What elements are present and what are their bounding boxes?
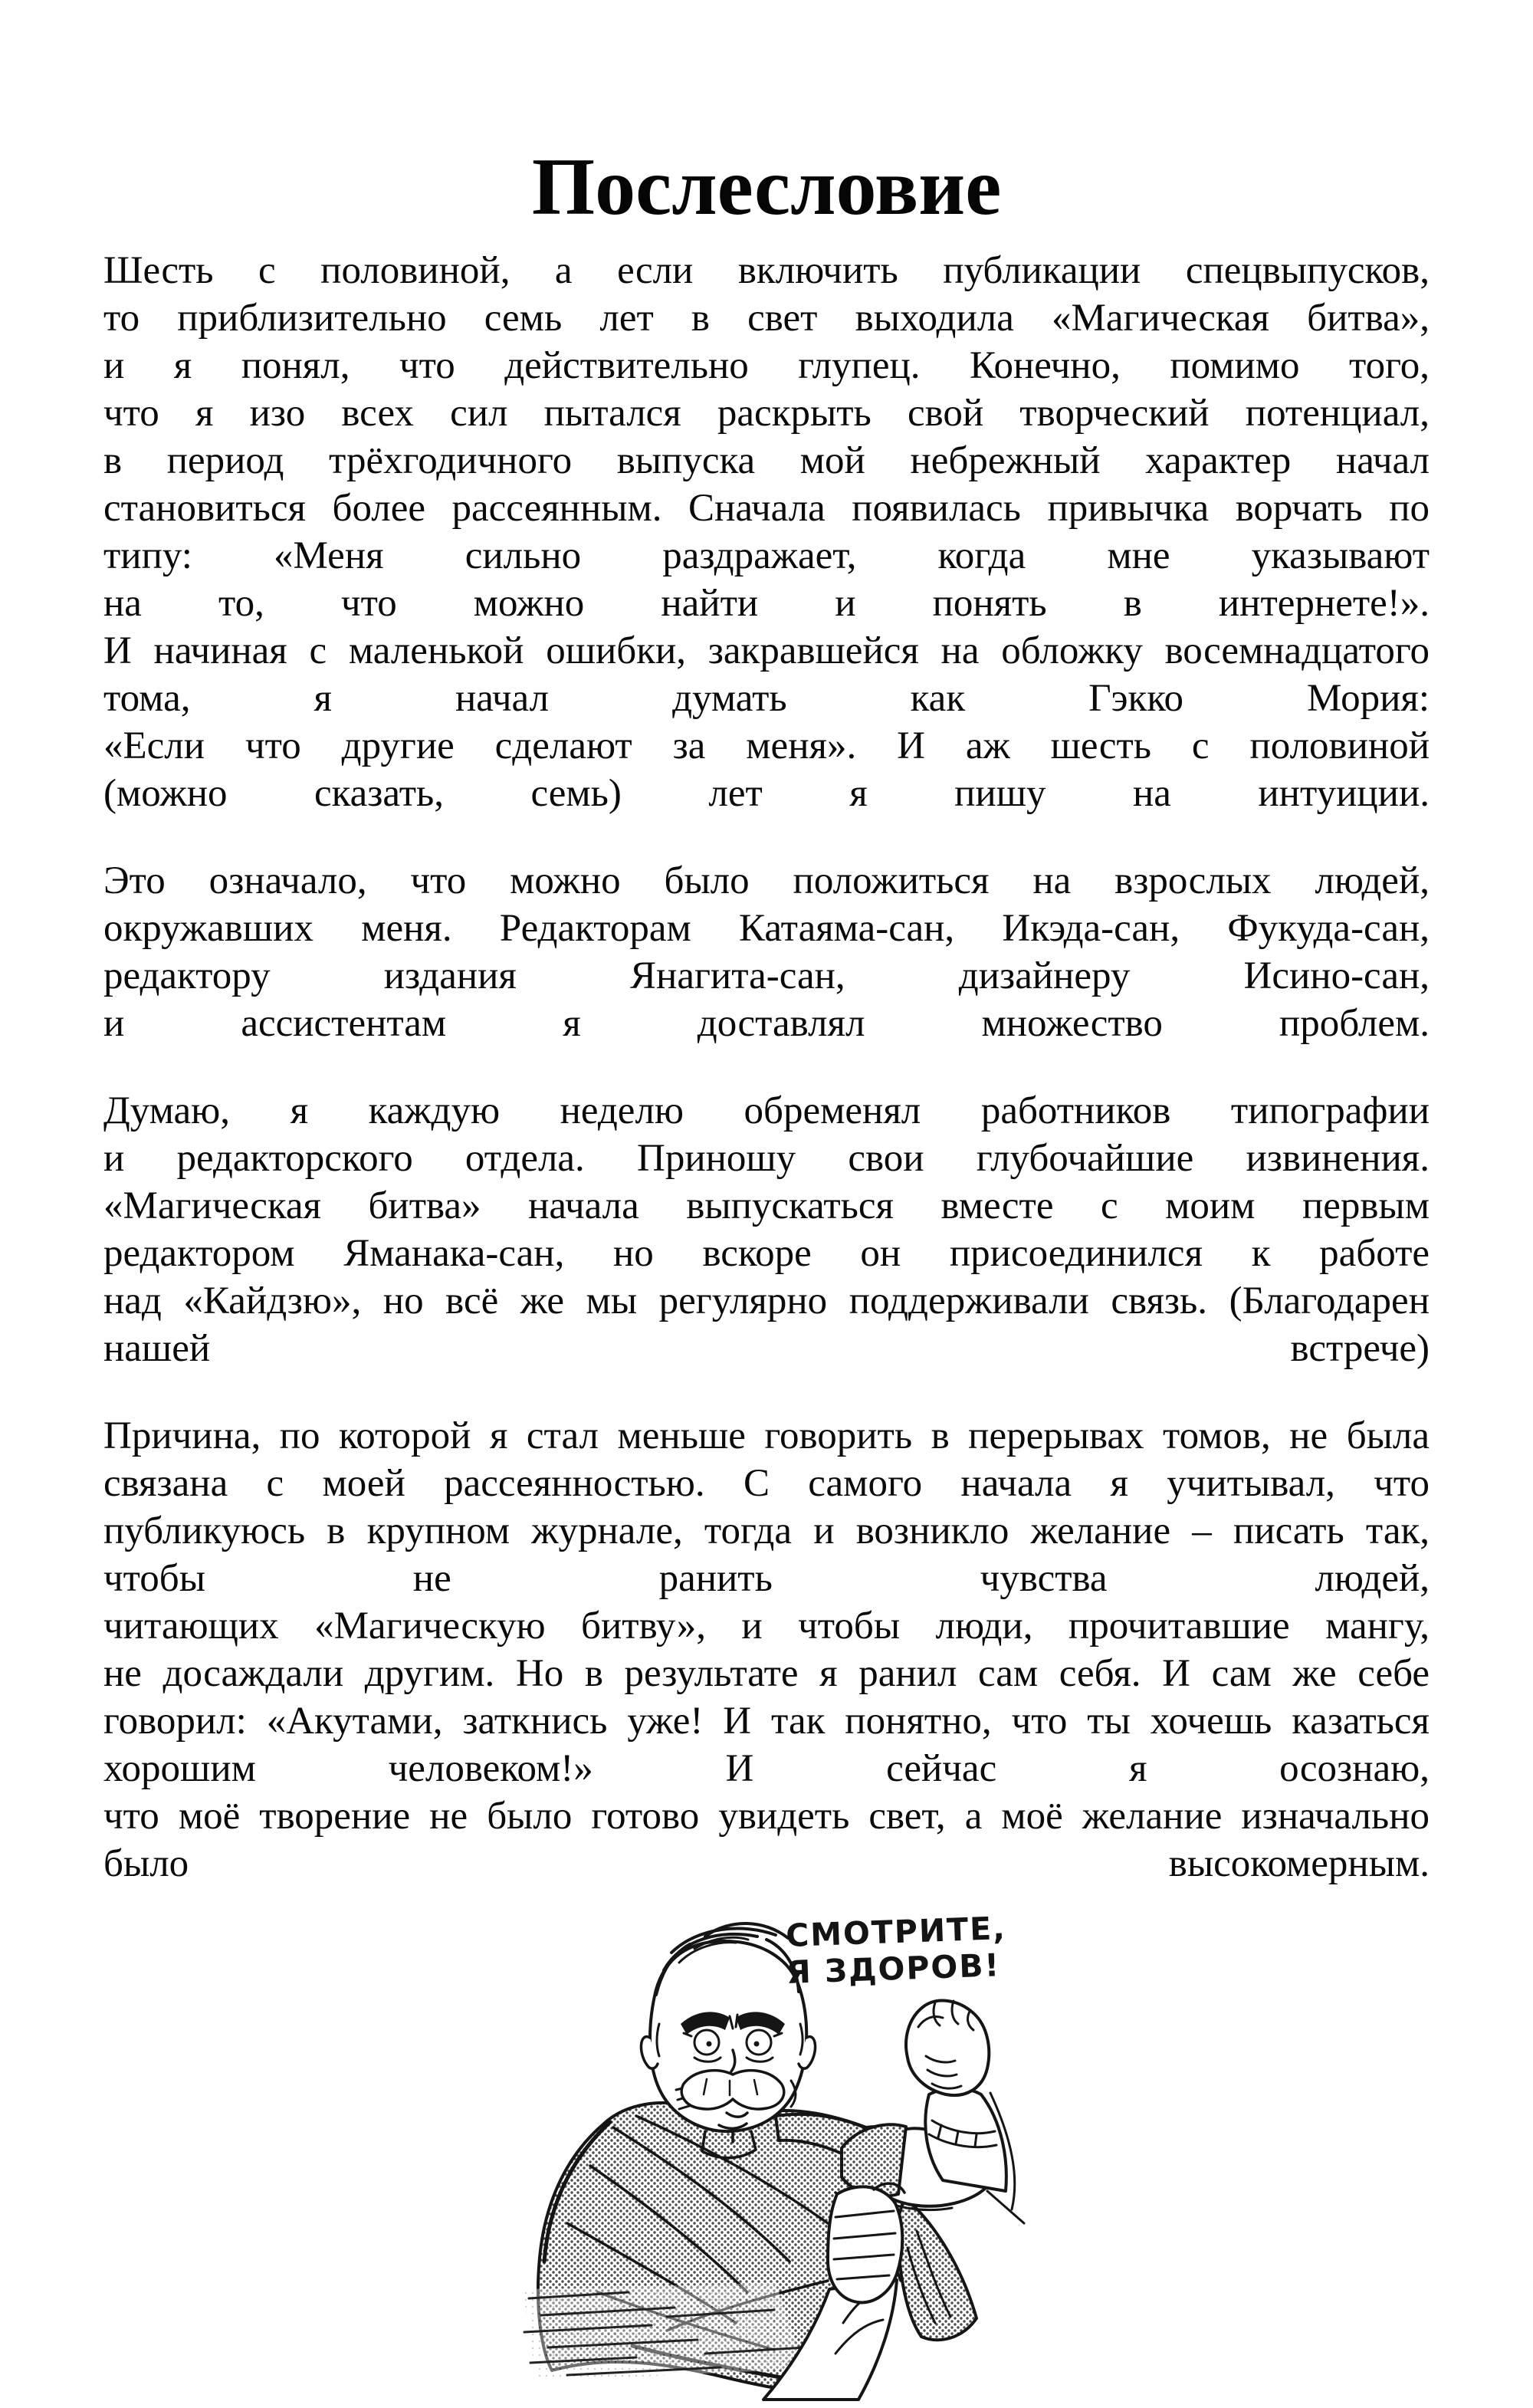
- speech-text: [785, 1910, 1009, 1991]
- gripping-hand: [828, 2183, 904, 2302]
- raised-fist: [906, 2001, 989, 2095]
- text-line: и я понял, что действительно глупец. Конечно, помимо того,: [103, 344, 1430, 387]
- text-line: и редакторского отдела. Приношу свои глубочайшие извинения.: [103, 1137, 1430, 1180]
- text-line: Это означало, что можно было положиться на взрослых людей,: [103, 859, 1430, 902]
- paragraph-2: [103, 857, 1430, 1047]
- text-line: Думаю, я каждую неделю обременял работников типографии: [103, 1089, 1430, 1132]
- ground-shading: [523, 2283, 805, 2381]
- afterword-text: [103, 247, 1430, 1887]
- speech-line-1: СМОТРИТЕ,: [785, 1910, 1007, 1955]
- text-line: редактору издания Янагита-сан, дизайнеру Исино-сан,: [103, 954, 1430, 997]
- text-line: было высокомерным.: [103, 1842, 1430, 1885]
- text-line: тома, я начал думать как Гэкко Мория:: [103, 677, 1430, 720]
- paragraph-1: [103, 247, 1430, 817]
- text-line: чтобы не ранить чувства людей,: [103, 1557, 1430, 1600]
- text-line: говорил: «Акутами, заткнись уже! И так понятно, что ты хочешь казаться: [103, 1700, 1430, 1743]
- text-line: «Магическая битва» начала выпускаться вместе с моим первым: [103, 1184, 1430, 1227]
- text-line: Причина, по которой я стал меньше говорить в перерывах томов, не была: [103, 1414, 1430, 1457]
- author-self-portrait-illustration: [475, 1863, 1058, 2408]
- paragraph-3: [103, 1087, 1430, 1372]
- text-line: окружавших меня. Редакторам Катаяма-сан, Икэда-сан, Фукуда-сан,: [103, 907, 1430, 950]
- text-line: связана с моей рассеянностью. С самого начала я учитывал, что: [103, 1462, 1430, 1505]
- text-line: публикуюсь в крупном журнале, тогда и возникло желание – писать так,: [103, 1510, 1430, 1552]
- text-line: И начиная с маленькой ошибки, закравшейся на обложку восемнадцатого: [103, 629, 1430, 672]
- text-line: «Если что другие сделают за меня». И аж шесть с половиной: [103, 724, 1430, 767]
- text-line: то приблизительно семь лет в свет выходила «Магическая битва»,: [103, 297, 1430, 340]
- paragraph-4: [103, 1412, 1430, 1887]
- text-line: что я изо всех сил пытался раскрыть свой творческий потенциал,: [103, 392, 1430, 435]
- speech-line-2: Я ЗДОРОВ!: [786, 1946, 1001, 1992]
- text-line: в период трёхгодичного выпуска мой небрежный характер начал: [103, 439, 1430, 482]
- text-line: над «Кайдзю», но всё же мы регулярно поддерживали связь. (Благодарен: [103, 1280, 1430, 1322]
- text-line: нашей встрече): [103, 1327, 1430, 1370]
- text-line: и ассистентам я доставлял множество проблем.: [103, 1002, 1430, 1045]
- text-line: на то, что можно найти и понять в интернете!».: [103, 582, 1430, 625]
- text-line: Шесть с половиной, а если включить публикации спецвыпусков,: [103, 249, 1430, 292]
- text-line: становиться более рассеянным. Сначала появилась привычка ворчать по: [103, 487, 1430, 530]
- text-line: не досаждали другим. Но в результате я ранил сам себя. И сам же себе: [103, 1652, 1430, 1695]
- text-line: что моё творение не было готово увидеть свет, а моё желание изначально: [103, 1795, 1430, 1838]
- text-line: (можно сказать, семь) лет я пишу на интуиции.: [103, 772, 1430, 815]
- hanging-sleeve: [898, 2197, 977, 2340]
- illustration-canvas: [475, 1863, 1058, 2408]
- text-line: редактором Яманака-сан, но вскоре он присоединился к работе: [103, 1232, 1430, 1275]
- text-line: типу: «Меня сильно раздражает, когда мне указывают: [103, 534, 1430, 577]
- text-line: читающих «Магическую битву», и чтобы люди, прочитавшие мангу,: [103, 1605, 1430, 1647]
- text-line: хорошим человеком!» И сейчас я осознаю,: [103, 1747, 1430, 1790]
- page-title: Послесловие: [531, 142, 1002, 232]
